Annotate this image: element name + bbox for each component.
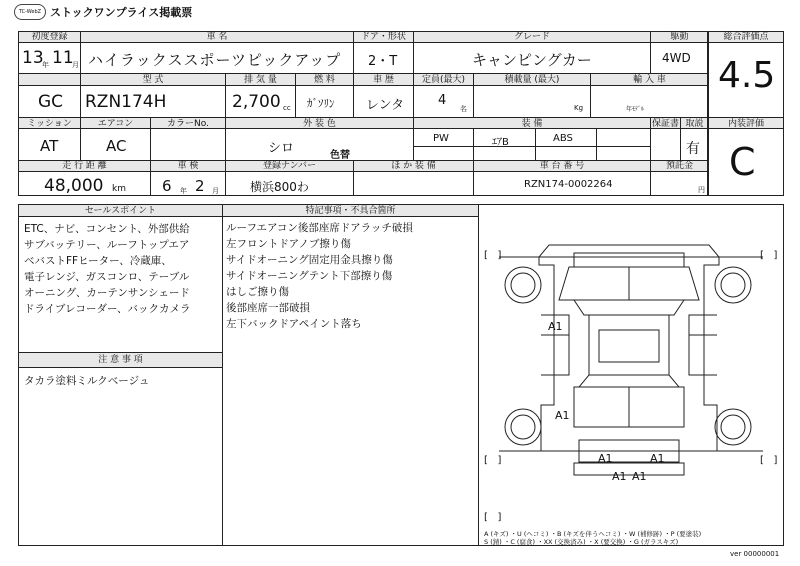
equip-airbag: ｴｱB [492, 137, 509, 148]
exterior-label: 外 装 色 [303, 119, 336, 129]
damage-mark: A1 [612, 470, 627, 483]
inspection-month: 2 [195, 177, 205, 195]
capacity-label: 定員(最大) [421, 75, 466, 85]
drive-label: 駆動 [670, 32, 689, 42]
inspection-label: 車 検 [177, 161, 199, 171]
exterior-value: シロ [268, 141, 295, 156]
inspection-year: 6 [162, 177, 172, 195]
aircon-value: AC [106, 137, 127, 155]
overall-label: 総合評価点 [723, 32, 769, 42]
damage-mark: A1 [650, 452, 665, 465]
mileage-label: 走 行 距 離 [62, 161, 107, 171]
first-reg-month: 11 [52, 48, 74, 68]
damage-mark: A1 [548, 320, 563, 333]
bracket-left-front: [ ] [484, 250, 502, 261]
mileage-unit: km [112, 184, 126, 194]
displacement-unit: cc [283, 104, 291, 112]
first-reg-label: 初度登録 [31, 32, 68, 42]
notes-list: タカラ塗料ミルクベージュ [24, 375, 150, 387]
warranty-label: 保証書 [651, 119, 679, 129]
capacity-unit: 名 [460, 105, 467, 113]
logo: TC-WebZ [14, 4, 46, 20]
version-label: ver 00000001 [730, 550, 780, 558]
deposit-label: 預託金 [665, 161, 693, 171]
door-label: ドア・形状 [361, 32, 406, 42]
mission-label: ミッション [27, 119, 72, 129]
aircon-label: エアコン [97, 119, 134, 129]
plate-label: 登録ナンバー [263, 161, 316, 171]
capacity-value: 4 [438, 93, 447, 108]
car-name: ハイラックススポーツピックアップ [88, 51, 342, 69]
other-equip-label: ほ か 装 備 [391, 161, 436, 171]
displacement-value: 2,700 [232, 92, 281, 112]
overall-score: 4.5 [718, 55, 776, 96]
equip-abs: ABS [553, 133, 573, 144]
mission-value: AT [40, 137, 59, 155]
model-label: 型 式 [142, 75, 164, 85]
mileage-value: 48,000 [44, 176, 104, 196]
interior-grade: C [729, 140, 756, 184]
import-label: 輸 入 車 [633, 75, 666, 85]
first-reg-year: 13 [22, 48, 44, 68]
color-change-label: 色替 [330, 150, 350, 161]
damage-mark: A1 [632, 470, 647, 483]
page-title: ストックワンプライス掲載票 [50, 6, 193, 19]
interior-label: 内装評価 [727, 119, 764, 129]
defects-title: 特記事項・不具合箇所 [305, 206, 396, 216]
history-value: レンタ [366, 98, 405, 113]
history-label: 車 歴 [373, 75, 394, 85]
inspection-month-unit: 月 [212, 187, 219, 195]
notes-title: 注 意 事 項 [98, 355, 143, 365]
vin-label: 車 台 番 号 [539, 161, 585, 171]
door-type: 2・T [368, 54, 398, 69]
sales-points: ETC、ナビ、コンセント、外部供給 サブバッテリー、ルーフトップエア ベバストFFヒーター、冷蔵庫、 電子レンジ、ガスコンロ、テーブル オーニング、カーテンサンシェード ドライブレコーダー、バックカメラ [24, 223, 191, 315]
bracket-right-front: [ ] [760, 250, 778, 261]
displacement-label: 排 気 量 [244, 75, 277, 85]
damage-mark: A1 [598, 452, 613, 465]
grade-label: グレード [513, 32, 550, 42]
model-prefix: GC [38, 92, 64, 112]
sales-title: セールスポイント [84, 206, 157, 216]
manual-value: 有 [686, 141, 700, 157]
vin-value: RZN174-0002264 [524, 179, 613, 190]
fuel-label: 燃 料 [314, 75, 335, 85]
import-model-year: 年ﾓﾃﾞﾙ [626, 106, 645, 113]
inspection-year-unit: 年 [180, 187, 187, 195]
car-name-label: 車 名 [206, 32, 228, 42]
equipment-label: 装 備 [521, 119, 543, 129]
bracket-right-rear: [ ] [760, 455, 778, 466]
manual-label: 取説 [685, 119, 704, 129]
fuel-value: ｶﾞｿﾘﾝ [307, 97, 335, 110]
damage-legend: A (キズ) ・U (ヘコミ) ・B (キズを伴うヘコミ) ・W (補修跡) ・P (要塗装) S (錆) ・C (腐食) ・XX (交換済み) ・X (要交換) ・G (ガラスキズ) [484, 530, 702, 546]
bracket-bottom-left: [ ] [484, 512, 502, 523]
month-unit: 月 [72, 61, 79, 69]
equip-pw: PW [433, 133, 449, 144]
drive-value: 4WD [662, 51, 691, 65]
car-diagram-icon [479, 205, 783, 530]
color-no-label: カラーNo. [167, 119, 209, 129]
year-unit: 年 [42, 61, 49, 69]
defects-list: ルーフエアコン後部座席ドアラッチ破損 左フロントドアノブ擦り傷 サイドオーニング固定用金具擦り傷 サイドオーニングテント下部擦り傷 はしご擦り傷 後部座席一部破損 左下バックドアペイント落ち [226, 222, 413, 330]
bracket-left-rear: [ ] [484, 455, 502, 466]
load-unit: Kg [574, 104, 584, 112]
plate-value: 横浜800わ [250, 180, 309, 194]
model-code: RZN174H [85, 92, 167, 112]
grade-value: キャンピングカー [472, 51, 592, 69]
damage-mark: A1 [555, 409, 570, 422]
load-label: 積載量 (最大) [504, 75, 560, 85]
deposit-unit: 円 [698, 186, 705, 194]
